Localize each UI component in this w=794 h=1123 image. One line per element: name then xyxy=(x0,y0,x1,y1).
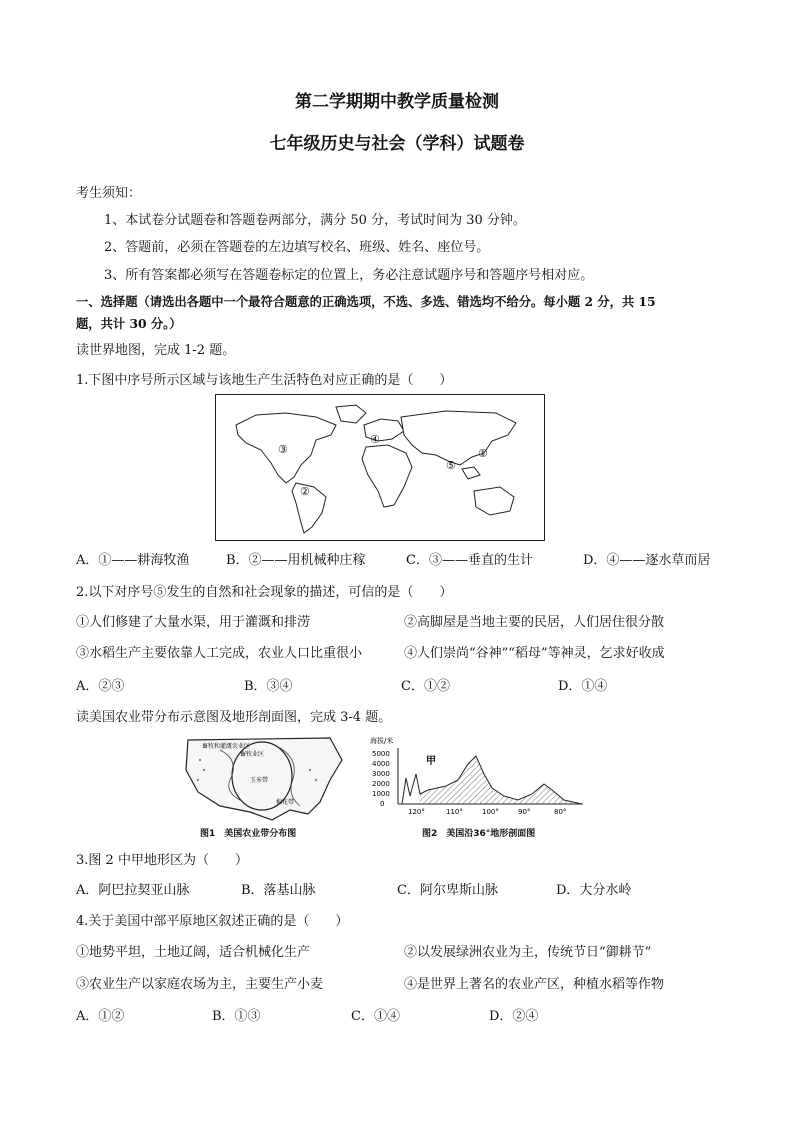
map-dot xyxy=(309,769,311,771)
q4-statement: ③农业生产以家庭农场为主，主要生产小麦 xyxy=(76,977,324,992)
fig2-xtick: 110° xyxy=(446,808,463,816)
exam-subtitle: 七年级历史与社会（学科）试题卷 xyxy=(269,134,525,154)
us-agri-map xyxy=(180,730,350,840)
world-map-svg xyxy=(216,395,544,540)
q3-option-c[interactable]: C．阿尔卑斯山脉 xyxy=(397,883,498,898)
fig2-xtick: 100° xyxy=(482,808,499,816)
intro-q3-4: 读美国农业带分布示意图及地形剖面图，完成 3-4 题。 xyxy=(76,710,392,725)
fig1-label: 畜牧和灌溉农业区 xyxy=(202,743,251,750)
section-heading: 一、选择题（请选出各题中一个最符合题意的正确选项，不选、多选、错选均不给分。每小题 2 分，共 15 xyxy=(76,294,656,309)
q2-statement: ②高脚屋是当地主要的民居，人们居住很分散 xyxy=(404,615,665,630)
fig2-ytick: 4000 xyxy=(372,760,390,768)
q2-option-c[interactable]: C．①② xyxy=(401,679,450,694)
terrain-profile-svg xyxy=(368,734,588,824)
us-agri-map-svg xyxy=(180,730,350,840)
q2-statement: ④人们崇尚“谷神”“稻母”等神灵，乞求好收成 xyxy=(404,646,665,661)
fig2-xtick: 120° xyxy=(408,808,425,816)
fig1-caption: 图1 美国农业带分布图 xyxy=(200,829,297,839)
q3-option-d[interactable]: D．大分水岭 xyxy=(556,883,632,898)
fig2-ytick: 1000 xyxy=(372,790,390,798)
q4-statement: ④是世界上著名的农业产区，种植水稻等作物 xyxy=(404,977,665,992)
fig2-ytick: 3000 xyxy=(372,770,390,778)
terrain-profile xyxy=(368,734,588,824)
world-map xyxy=(215,394,545,541)
q4-option-a[interactable]: A．①② xyxy=(76,1009,125,1024)
q2-option-a[interactable]: A．②③ xyxy=(76,679,125,694)
fig2-xtick: 80° xyxy=(554,808,567,816)
q1-option-a[interactable]: A．①——耕海牧渔 xyxy=(76,553,190,568)
fig2-caption: 图2 美国沿36°地形剖面图 xyxy=(422,829,536,839)
fig2-ytick: 2000 xyxy=(372,780,390,788)
q3-option-a[interactable]: A．阿巴拉契亚山脉 xyxy=(76,883,190,898)
q3-option-b[interactable]: B．落基山脉 xyxy=(241,883,316,898)
q2-statement: ①人们修建了大量水渠，用于灌溉和排涝 xyxy=(76,615,311,630)
q4-option-b[interactable]: B．①③ xyxy=(212,1009,261,1024)
fig2-xtick: 90° xyxy=(518,808,531,816)
map-marker-4: ④ xyxy=(370,433,380,446)
fig2-ytick: 5000 xyxy=(372,750,390,758)
fig2-ytick: 0 xyxy=(380,800,385,808)
fig1-label: 棉花带 xyxy=(276,799,295,806)
australia-shape xyxy=(474,487,514,515)
q2-stem: 2.以下对序号⑤发生的自然和社会现象的描述，可信的是（ ） xyxy=(76,585,453,600)
map-marker-1: ① xyxy=(478,447,488,460)
map-marker-3: ③ xyxy=(278,443,288,456)
fig2-label-jia: 甲 xyxy=(426,756,436,767)
map-dot xyxy=(203,769,205,771)
fig2-ylabel: 海拔/米 xyxy=(370,737,394,745)
q2-option-b[interactable]: B．③④ xyxy=(244,679,293,694)
q3-stem: 3.图 2 中甲地形区为（ ） xyxy=(76,853,248,868)
fig1-label: 玉米带 xyxy=(250,777,269,784)
exam-title: 第二学期期中教学质量检测 xyxy=(295,92,499,112)
q4-stem: 4.关于美国中部平原地区叙述正确的是（ ） xyxy=(76,914,349,929)
map-dot xyxy=(199,759,201,761)
map-dot xyxy=(315,779,317,781)
notice-item: 3、所有答案都必须写在答题卷标定的位置上，务必注意试题序号和答题序号相对应。 xyxy=(104,268,594,283)
terrain-hatch xyxy=(420,756,582,804)
map-dot xyxy=(197,779,199,781)
islands-shape xyxy=(462,467,480,479)
intro-q1-2: 读世界地图，完成 1-2 题。 xyxy=(76,343,236,358)
q4-option-c[interactable]: C．①④ xyxy=(351,1009,400,1024)
map-marker-2: ② xyxy=(300,485,310,498)
q2-option-d[interactable]: D．①④ xyxy=(558,679,608,694)
asia-shape xyxy=(401,411,516,465)
notice-item: 1、本试卷分试题卷和答题卷两部分，满分 50 分，考试时间为 30 分钟。 xyxy=(104,213,526,228)
q1-stem: 1.下图中序号所示区域与该地生产生活特色对应正确的是（ ） xyxy=(76,373,453,388)
africa-shape xyxy=(362,445,412,507)
notice-item: 2、答题前，必须在答题卷的左边填写校名、班级、姓名、座位号。 xyxy=(104,240,490,255)
map-marker-5: ⑤ xyxy=(446,459,456,472)
notice-heading: 考生须知： xyxy=(76,186,142,201)
section-heading-cont: 题，共计 30 分。） xyxy=(76,316,182,331)
fig1-label: 畜牧业区 xyxy=(240,751,265,758)
q1-option-b[interactable]: B．②——用机械种庄稼 xyxy=(226,553,366,568)
q4-statement: ①地势平坦，土地辽阔，适合机械化生产 xyxy=(76,945,311,960)
q1-option-c[interactable]: C．③——垂直的生计 xyxy=(406,553,533,568)
q4-option-d[interactable]: D．②④ xyxy=(489,1009,539,1024)
q2-statement: ③水稻生产主要依靠人工完成，农业人口比重很小 xyxy=(76,646,363,661)
greenland-shape xyxy=(336,405,366,423)
q4-statement: ②以发展绿洲农业为主，传统节日“御耕节” xyxy=(404,945,652,960)
q1-option-d[interactable]: D．④——逐水草而居 xyxy=(583,553,711,568)
